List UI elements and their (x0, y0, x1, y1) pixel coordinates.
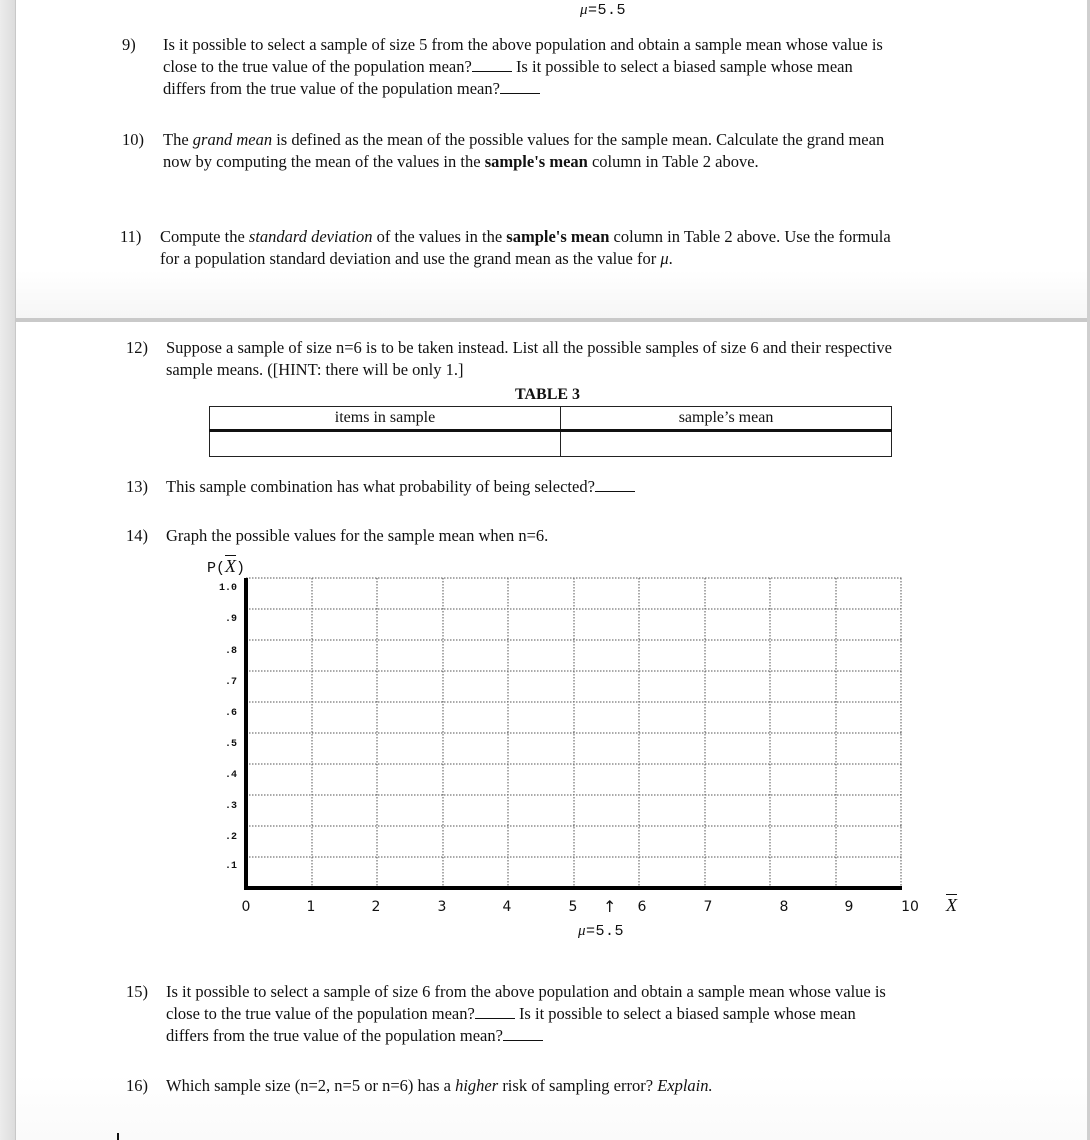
text: . (668, 249, 673, 268)
question-text-line: close to the true value of the population mean? (163, 57, 472, 76)
question-number: 10) (122, 130, 144, 149)
y-tick: .3 (224, 801, 237, 812)
question-text-line: close to the true value of the population mean? (166, 1004, 475, 1023)
x-bar-symbol: $\overline{X}$ (946, 895, 957, 915)
mu-label-top (580, 2, 626, 19)
text: The (163, 130, 193, 149)
text-cursor (117, 1133, 119, 1140)
question-number: 16) (126, 1076, 148, 1095)
question-number: 14) (126, 526, 148, 545)
question-text-line: differs from the true value of the population mean? (163, 79, 500, 98)
mu-annotation (578, 923, 624, 940)
text: for a population standard deviation and use the grand mean as the value for (160, 249, 661, 268)
y-tick: 1.0 (218, 583, 237, 594)
x-tick: 3 (437, 899, 447, 915)
table-3-title: TABLE 3 (515, 386, 581, 403)
y-tick: .2 (224, 832, 237, 843)
y-axis-title (207, 556, 245, 577)
question-text-line: Is it possible to select a biased sample whose mean (511, 57, 853, 76)
text: now by computing the mean of the values in the (163, 152, 485, 171)
y-tick: .9 (224, 614, 237, 625)
question-text-line: Is it possible to select a sample of size 6 from the above population and obtain a sample mean whose value is (166, 982, 886, 1001)
mu-symbol: μ (578, 923, 587, 939)
x-tick: 10 (901, 899, 919, 915)
question-number: 12) (126, 338, 148, 357)
emphasis-text: higher (455, 1076, 499, 1095)
x-tick: 1 (306, 899, 316, 915)
x-tick: 6 (637, 899, 647, 915)
answer-blank[interactable] (503, 1026, 543, 1041)
question-number: 13) (126, 477, 148, 496)
emphasis-text: grand mean (192, 130, 273, 149)
x-tick: 7 (703, 899, 713, 915)
text: Compute the (160, 227, 249, 246)
x-tick: 9 (844, 899, 854, 915)
bold-text: sample's mean (484, 152, 588, 171)
y-tick: .4 (224, 770, 237, 781)
x-tick: 2 (371, 899, 381, 915)
table-header-items: items in sample (210, 407, 561, 431)
answer-blank[interactable] (472, 57, 512, 72)
table-cell-items[interactable] (210, 431, 561, 457)
x-tick: 4 (502, 899, 512, 915)
mu-arrow-icon: ↑ (603, 897, 617, 916)
text: of the values in the (372, 227, 507, 246)
x-tick: 0 (241, 899, 251, 915)
mu-value: =5.5 (588, 2, 627, 19)
emphasis-text: standard deviation (248, 227, 373, 246)
mu-symbol: μ (660, 249, 669, 268)
bold-text: sample's mean (506, 227, 610, 246)
question-text-line: Graph the possible values for the sample mean when n=6. (166, 526, 549, 545)
y-axis-title-suffix: ) (236, 560, 246, 577)
y-tick: .7 (224, 677, 237, 688)
y-tick: .8 (224, 646, 237, 657)
table-header-mean: sample’s mean (561, 407, 892, 431)
y-tick: .6 (224, 708, 237, 719)
y-axis-title-prefix: P( (207, 560, 226, 577)
text: column in Table 2 above. Use the formula (609, 227, 891, 246)
emphasis-text: Explain. (657, 1076, 713, 1095)
question-text-line: sample means. ([HINT: there will be only 1.] (166, 360, 464, 379)
question-number: 15) (126, 982, 148, 1001)
text: risk of sampling error? (498, 1076, 658, 1095)
mu-value: =5.5 (586, 923, 625, 940)
viewer-left-gutter (0, 0, 16, 1140)
table-3 (209, 406, 892, 457)
question-text-line: Suppose a sample of size n=6 is to be taken instead. List all the possible samples of size 6 and their respective (166, 338, 892, 357)
x-tick: 8 (779, 899, 789, 915)
text: Which sample size (n=2, n=5 or n=6) has a (166, 1076, 456, 1095)
question-text-line: Is it possible to select a sample of size 5 from the above population and obtain a sample mean whose value is (163, 35, 883, 54)
answer-blank[interactable] (500, 79, 540, 94)
question-text-line: Is it possible to select a biased sample whose mean (514, 1004, 856, 1023)
text: column in Table 2 above. (587, 152, 759, 171)
answer-blank[interactable] (595, 477, 635, 492)
question-text-line: differs from the true value of the population mean? (166, 1026, 503, 1045)
answer-blank[interactable] (475, 1004, 515, 1019)
table-row (210, 431, 892, 457)
x-axis-title (946, 895, 957, 916)
table-cell-mean[interactable] (561, 431, 892, 457)
mu-symbol: μ (580, 2, 589, 18)
y-tick: .1 (224, 861, 237, 872)
x-tick: 5 (568, 899, 578, 915)
question-number: 9) (122, 35, 136, 54)
question-number: 11) (120, 227, 142, 246)
text: is defined as the mean of the possible values for the sample mean. Calculate the grand mean (272, 130, 885, 149)
question-text-line: This sample combination has what probability of being selected? (166, 477, 595, 496)
y-tick: .5 (224, 739, 237, 750)
x-bar-symbol: $\overline{X}$ (225, 556, 237, 576)
